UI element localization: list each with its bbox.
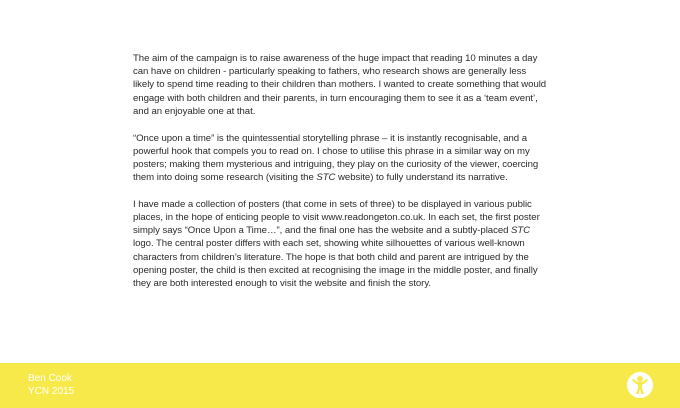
text-segment: website) to fully understand its narrative. <box>335 172 508 184</box>
italic-text: STC <box>511 225 531 237</box>
text-segment: The aim of the campaign is to raise awareness of the huge impact that reading 10 minutes a day can have on children - particularly speaking to fathers, who research shows are generally less likely to spend time reading to their children than mothers. I wanted to create something that would engage with both children and their parents, in turn encouraging them to see it as a ‘team event’, and an enjoyable one at that. <box>133 53 547 117</box>
save-the-children-icon <box>626 371 654 399</box>
paragraph-3 <box>133 198 549 290</box>
body-text <box>133 52 549 304</box>
text-segment: logo. The central poster differs with each set, showing white silhouettes of various well-known characters from children’s literature. The hope is that both child and parent are intrigued by the opening poster, the child is then excited at recognising the image in the middle poster, and finally they are both interested enough to visit the website and finish the story. <box>133 238 538 290</box>
paragraph-1 <box>133 52 549 118</box>
credit <box>28 373 74 398</box>
paragraph-2 <box>133 132 549 185</box>
footer-bar <box>0 363 680 408</box>
author-name: Ben Cook <box>28 373 72 384</box>
text-segment: I have made a collection of posters (that come in sets of three) to be displayed in various public places, in the hope of enticing people to visit www.readongeton.co.uk. In each set, the first poster simply says “Once Upon a Time…”, and the final one has the website and a subtly-placed <box>133 198 540 237</box>
text-segment: “Once upon a time” is the quintessential storytelling phrase – it is instantly recognisable, and a powerful hook that compels you to read on. I chose to utilise this phrase in a similar way on my posters; making them mysterious and intriguing, they play on the curiosity of the viewer, coercing them into doing some research (visiting the <box>133 132 539 184</box>
italic-text: STC <box>316 172 336 184</box>
event-label: YCN 2015 <box>28 385 75 397</box>
